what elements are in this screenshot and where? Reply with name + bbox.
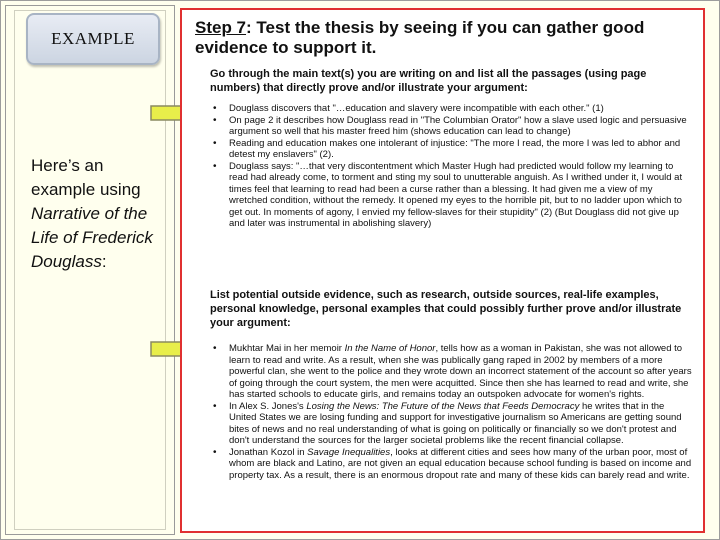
- book-title: Savage Inequalities: [307, 446, 391, 458]
- list-item: [210, 343, 692, 401]
- item-text: In Alex S. Jones's: [229, 400, 307, 412]
- intro-text: [31, 154, 171, 274]
- item-text: Jonathan Kozol in: [229, 446, 308, 458]
- list-item: [210, 401, 692, 447]
- example-label: EXAMPLE: [51, 29, 135, 48]
- intro-book-title: Narrative of the Life of Frederick Douglass: [31, 204, 153, 271]
- item-text: , looks at different cities and sees how many of the urban poor, most of whom are black and Latino, are not given an equal education because school funding is based on income and property tax. As a result, there is an enormous dropout rate and many of these kids can barely read and write.: [229, 446, 692, 481]
- list-item: • Douglass says: "…that very discontentment which Master Hugh had predicted would follow my learning to read had already come, to torment and sting my soul to unutterable anguish. As I writhed under it, I would at times feel that learning to read had been a curse rather than a blessing. It had given me a view of my wretched condition, without the remedy. It opened my eyes to the horrible pit, but to no ladder upon which to get out. In moments of agony, I envied my fellow-slaves for their stupidity" (2) (But Douglass did not give up and later was instrumental in abolishing slavery): [210, 161, 692, 230]
- item-text: , tells how as a woman in Pakistan, she was not allowed to learn to read and write. As a result, when she was publically gang raped in 2002 by members of a more powerful clan, she went to the police and they wrote down an incorrect statement of the account so after years of going through the court system, the men were acquitted. Since then she has learned to read and write, she has started schools to educate girls, and remains today an outspoken advocate for women's rights.: [229, 343, 692, 400]
- list-item: [210, 447, 692, 482]
- intro-text-colon: :: [101, 252, 107, 271]
- section-1-prompt: Go through the main text(s) you are writing on and list all the passages (using page numbers) that directly prove and/or illustrate your argument:: [210, 68, 647, 94]
- list-item: • Douglass discovers that "…education and slavery were incompatible with each other." (1): [210, 103, 692, 115]
- step-title: [195, 18, 695, 58]
- section-2-list: [210, 343, 692, 481]
- book-title: Losing the News: The Future of the News that Feeds Democracy: [306, 400, 580, 412]
- example-label-box: [26, 13, 160, 65]
- step-number: Step 7: [195, 18, 247, 37]
- list-item: • On page 2 it describes how Douglass read in "The Columbian Orator" how a slave used logic and persuasive argument so well that his master freed him (shows education can lead to change): [210, 115, 692, 138]
- list-item: • Reading and education makes one intolerant of injustice: "The more I read, the more I was led to abhor and detest my enslavers" (2).: [210, 138, 692, 161]
- intro-text-lead: Here’s an example using: [31, 156, 141, 199]
- item-text: he writes that in the United States we are losing funding and support for investigative journalism so Americans are getting sound bites of news and no real understanding of what is going on politically or financially so we don't protest and don't understand the sources for the larger societal problems like the recent financial collapse.: [229, 400, 682, 446]
- section-1-list: [210, 103, 692, 230]
- book-title: In the Name of Honor: [344, 343, 436, 354]
- section-2-prompt: List potential outside evidence, such as research, outside sources, real-life examples, personal knowledge, personal examples that could possibly further prove and/or illustrate your argument:: [210, 289, 682, 329]
- step-title-text: : Test the thesis by seeing if you can gather good evidence to support it.: [195, 18, 645, 57]
- item-text: Mukhtar Mai in her memoir: [229, 343, 345, 354]
